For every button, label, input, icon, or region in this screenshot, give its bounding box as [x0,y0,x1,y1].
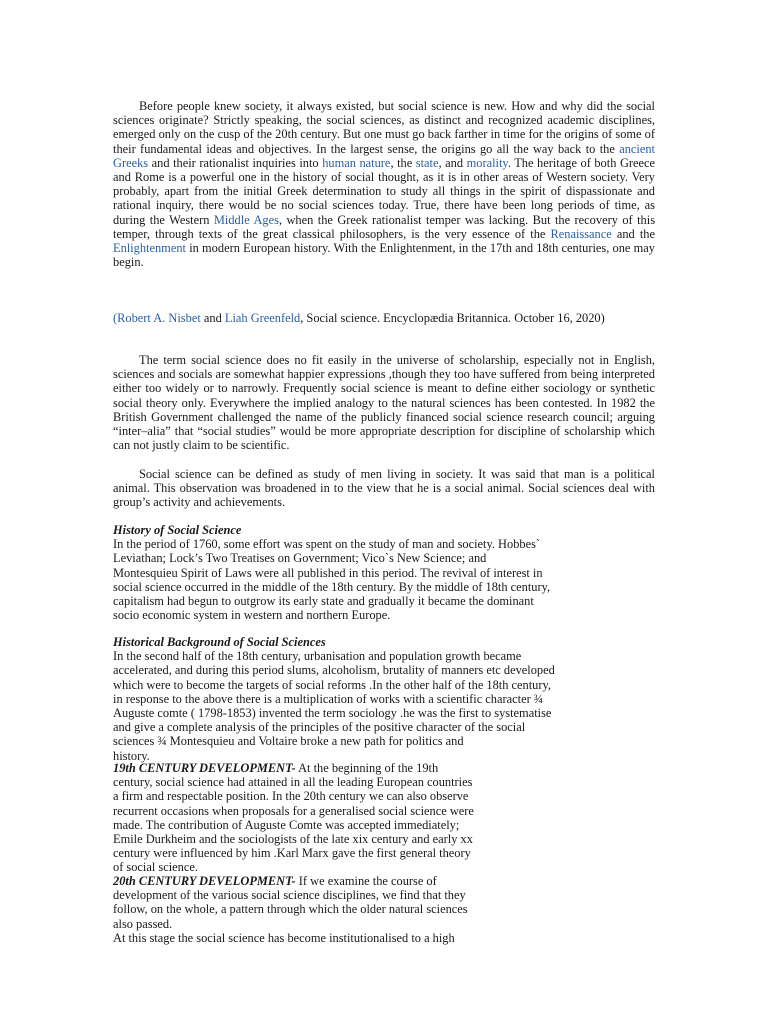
intro-paragraph: Before people knew society, it always existed, but social science is new. How and why did the social sciences originate? Strictly speaking, the social sciences, as distinct and recognized academic disciplines, emerged only on the cusp of the 20th century. But one must go back farther in time for the origins of some of their fundamental ideas and objectives. In the largest sense, the origins go all the way back to the ancient Greeks and their rationalist inquiries into human nature, the state, and morality. The heritage of both Greece and Rome is a powerful one in the history of social thought, as it is in other areas of Western society. Very probably, apart from the initial Greek determination to study all things in the spirit of dispassionate and rational inquiry, there would be no social sciences today. True, there have been long periods of time, as during the Western Middle Ages, when the Greek rationalist temper was lacking. But the recovery of this temper, through texts of the great classical philosophers, is the very essence of the Renaissance and the Enlightenment in modern European history. With the Enlightenment, in the 17th and 18th centuries, one may begin. [113,99,656,270]
text-line: Emile Durkheim and the sociologists of the late xix century and early xx [113,832,473,847]
text-line: Leviathan; Lock’s Two Treatises on Government; Vico`s New Science; and [113,551,487,566]
text-line: also passed. [113,916,173,931]
text-line: of social science. [113,860,198,875]
heading-19th-century: 19th CENTURY DEVELOPMENT- [113,761,296,775]
link-human-nature[interactable]: human nature [322,155,391,170]
text-line: which were to become the targets of social reforms .In the other half of the 18th century, [113,677,551,692]
link-liah-greenfeld[interactable]: Liah Greenfeld [224,311,301,325]
text-line: At this stage the social science has become institutionalised to a high [113,930,455,945]
text-line: recurrent occasions when proposals for a generalised social science were [113,803,474,818]
text-line: in response to the above there is a multiplication of works with a scientific character ¾ [113,691,544,706]
text-line: sciences ¾ Montesquieu and Voltaire broke a new path for politics and [113,734,464,749]
text-line: century, social science had attained in all the leading European countries [113,775,473,790]
text-line: follow, on the whole, a pattern through which the older natural sciences [113,902,468,917]
link-ancient-greeks[interactable]: ancient Greeks [113,141,655,170]
link-morality[interactable]: morality [466,155,508,170]
link-enlightenment[interactable]: Enlightenment [113,241,186,256]
text-line: In the second half of the 18th century, urbanisation and population growth became [113,649,522,664]
paragraph-term-social-science: The term social science does no fit easily in the universe of scholarship, especially not in English, sciences and socials are somewhat happier expressions ,though they too have suffered from being interpreted either too widely or to narrowly. Frequently social science is meant to define either sociology or synthetic social theory only. Everywhere the implied analogy to the natural sciences has been contested. In 1982 the British Government challenged the name of the publicly financed social science research council; arguing “inter–alia” that “social studies” would be more appropriate description for discipline of scholarship which can not justly claim to be scientific. [113,353,655,453]
section-history [113,523,655,622]
section-19th-century: 19th CENTURY DEVELOPMENT- At the beginning of the 19th century, social science had attained in all the leading European countries a firm and respectable position. In the 20th century we can also observe recurrent occasions when proposals for a generalised social science were made. The contribution of Auguste Comte was accepted immediately; Emile Durkheim and the sociologists of the late xix century and early xx century were influenced by him .Karl Marx gave the first general theory of social science. [113,761,533,875]
link-middle-ages[interactable]: Middle Ages [213,212,279,227]
paragraph-definition: Social science can be defined as study of men living in society. It was said that man is a political animal. This observation was broadened in to the view that he is a social animal. Social sciences deal with group’s activity and achievements. [113,467,655,510]
section-background [113,635,655,763]
text-line: century were influenced by him .Karl Marx gave the first general theory [113,846,471,861]
text-line: and give a complete analysis of the principles of the positive character of the social [113,720,526,735]
text-line: capitalism had begun to outgrow its early state and gradually it became the dominant [113,594,534,609]
text-line: a firm and respectable position. In the 20th century we can also observe [113,789,469,804]
link-renaissance[interactable]: Renaissance [550,226,612,241]
text-line: accelerated, and during this period slums, alcoholism, brutality of manners etc developed [113,663,555,678]
text-line: socio economic system in western and northern Europe. [113,608,391,623]
heading-history: History of Social Science [113,523,242,537]
text-line: history. [113,748,150,763]
text-line: made. The contribution of Auguste Comte was accepted immediately; [113,817,460,832]
heading-background: Historical Background of Social Sciences [113,635,326,649]
text-line: Montesquieu Spirit of Laws were all published in this period. The revival of interest in [113,565,543,580]
section-20th-century: 20th CENTURY DEVELOPMENT- If we examine the course of development of the various social science disciplines, we find that they follow, on the whole, a pattern through which the older natural sciences also passed. At this stage the social science has become institutionalised to a high [113,874,533,945]
text-line: In the period of 1760, some effort was spent on the study of man and society. Hobbes` [113,537,541,552]
heading-20th-century: 20th CENTURY DEVELOPMENT- [113,874,296,888]
text-line: Auguste comte ( 1798-1853) invented the term sociology .he was the first to systematise [113,706,552,721]
link-state[interactable]: state [415,155,439,170]
text-line: development of the various social science disciplines, we find that they [113,888,466,903]
citation: (Robert A. Nisbet and Liah Greenfeld, Social science. Encyclopædia Britannica. October 16, 2020) [113,311,605,325]
text-line: social science occurred in the middle of the 18th century. By the middle of 18th century, [113,579,551,594]
link-robert-nisbet[interactable]: Robert A. Nisbet [117,311,201,325]
